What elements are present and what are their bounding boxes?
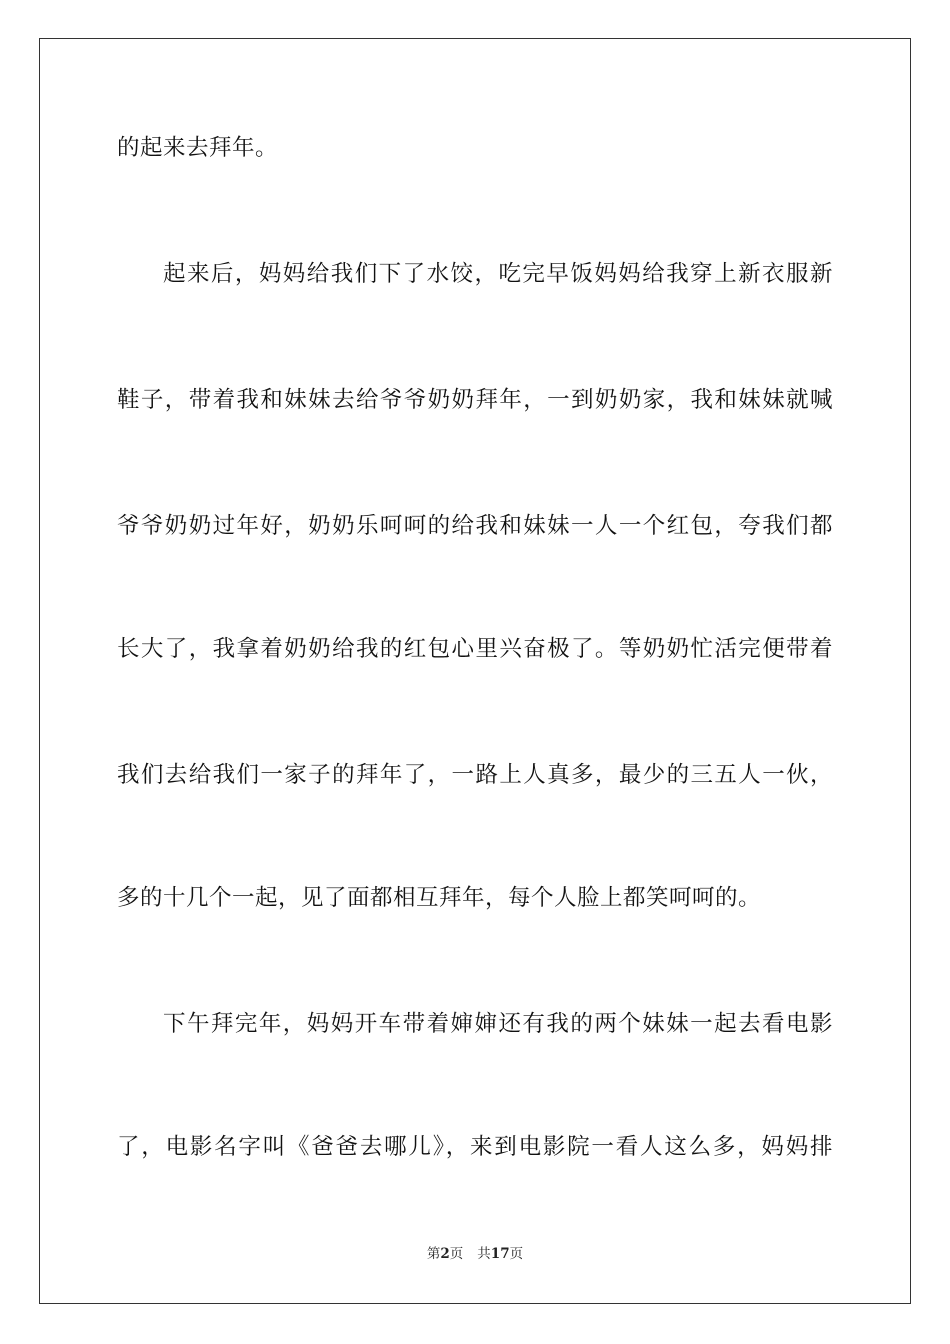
total-prefix: 共: [477, 1246, 491, 1262]
text-line-1: 的起来去拜年。: [117, 135, 279, 161]
text-line-7: 多的十几个一起，见了面都相互拜年，每个人脸上都笑呵呵的。: [117, 885, 762, 911]
page-number: 2: [440, 1246, 450, 1262]
page-prefix: 第: [426, 1246, 441, 1262]
total-pages: 17: [490, 1246, 510, 1262]
page-border: [39, 38, 911, 1304]
page-footer: [0, 1245, 950, 1263]
text-line-2: 起来后，妈妈给我们下了水饺，吃完早饭妈妈给我穿上新衣服新: [163, 261, 833, 287]
text-line-8: 下午拜完年，妈妈开车带着婶婶还有我的两个妹妹一起去看电影: [163, 1011, 833, 1037]
page-suffix: 页: [449, 1246, 464, 1262]
text-line-6: 我们去给我们一家子的拜年了，一路上人真多，最少的三五人一伙，: [117, 762, 833, 788]
text-line-3: 鞋子，带着我和妹妹去给爷爷奶奶拜年，一到奶奶家，我和妹妹就喊: [117, 387, 833, 413]
total-suffix: 页: [509, 1246, 524, 1262]
text-line-4: 爷爷奶奶过年好，奶奶乐呵呵的给我和妹妹一人一个红包，夸我们都: [117, 513, 833, 539]
text-line-9: 了，电影名字叫《爸爸去哪儿》，来到电影院一看人这么多，妈妈排: [117, 1134, 833, 1160]
text-line-5: 长大了，我拿着奶奶给我的红包心里兴奋极了。等奶奶忙活完便带着: [117, 636, 833, 662]
